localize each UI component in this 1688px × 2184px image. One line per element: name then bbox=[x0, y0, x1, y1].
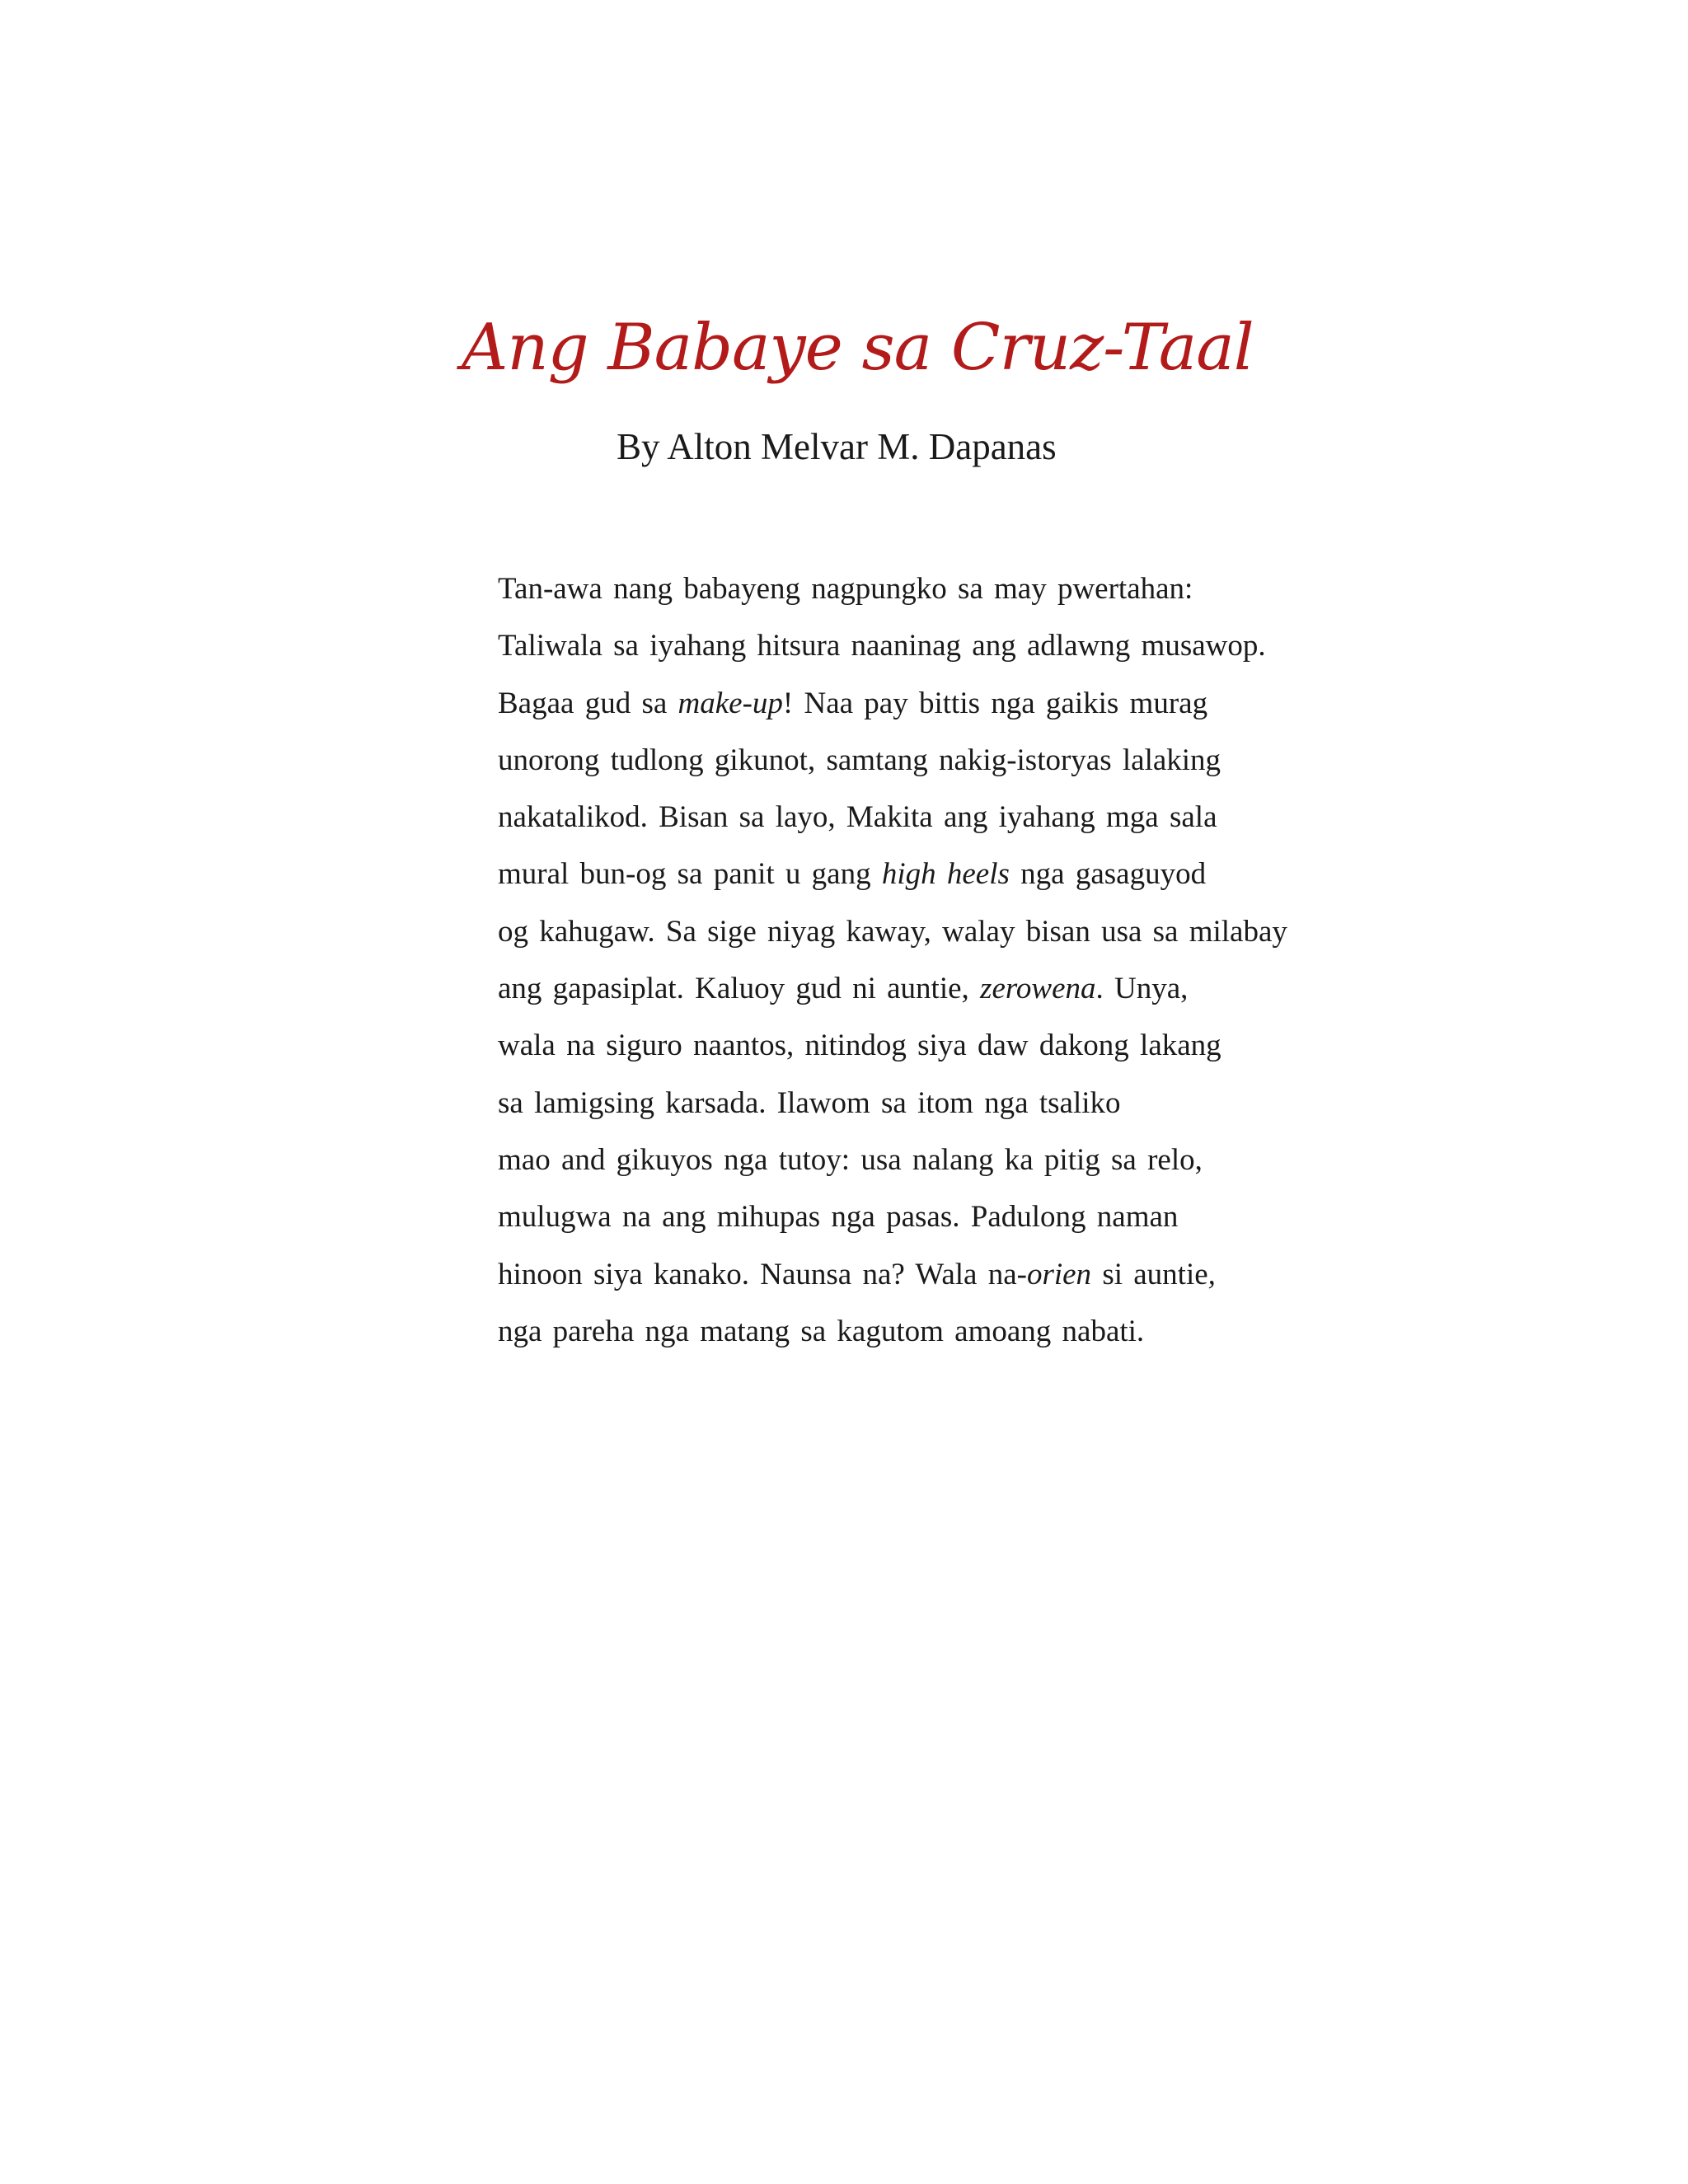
line-text: ang gapasiplat. Kaluoy gud ni auntie, bbox=[498, 972, 981, 1006]
poem-line bbox=[498, 1132, 1287, 1188]
poem-line bbox=[498, 903, 1287, 960]
line-text: ! Naa pay bittis nga gaikis murag bbox=[782, 686, 1208, 720]
line-text: nga pareha nga matang sa kagutom amoang nabati. bbox=[498, 1314, 1145, 1348]
poem-line bbox=[498, 1017, 1287, 1074]
line-text: mural bun-og sa panit u gang bbox=[498, 857, 882, 892]
line-text: Bagaa gud sa bbox=[498, 686, 678, 720]
italic-text: make-up bbox=[678, 686, 783, 720]
poem-line bbox=[498, 675, 1287, 732]
line-text: hinoon siya kanako. Naunsa na? Wala na- bbox=[498, 1257, 1027, 1291]
poem-line bbox=[498, 960, 1287, 1017]
poem-title: Ang Babaye sa Cruz-Taal bbox=[462, 311, 1254, 385]
italic-text: orien bbox=[1026, 1257, 1092, 1291]
line-text: si auntie bbox=[1091, 1257, 1208, 1291]
poem-line bbox=[498, 560, 1287, 617]
poem-line bbox=[498, 732, 1287, 789]
poem-line bbox=[498, 846, 1287, 902]
line-text: mao and gikuyos nga tutoy: usa nalang ka pitig sa relo, bbox=[498, 1142, 1203, 1177]
author-byline: By Alton Melvar M. Dapanas bbox=[617, 426, 1057, 467]
italic-text: zerowena bbox=[980, 972, 1096, 1006]
line-text: nga gasaguyod bbox=[1009, 857, 1207, 892]
line-text: wala na siguro naantos, nitindog siya daw dakong lakang bbox=[498, 1029, 1221, 1063]
line-text: mulugwa na ang mihupas nga pasas. Padulong naman bbox=[498, 1200, 1179, 1235]
line-text: og kahugaw. Sa sige niyag kaway, walay bisan usa sa milabay bbox=[498, 914, 1287, 949]
line-text: Tan-awa nang babayeng nagpungko sa may pwertahan: bbox=[498, 572, 1193, 606]
line-text: Taliwala sa iyahang hitsura naaninag ang adlawng musawop. bbox=[498, 629, 1266, 663]
line-text: unorong tudlong gikunot, samtang nakig-istoryas lalaking bbox=[498, 743, 1221, 777]
poem-line bbox=[498, 789, 1287, 846]
poem-line bbox=[498, 617, 1287, 674]
italic-text: , bbox=[1207, 1257, 1216, 1291]
line-text: sa lamigsing karsada. Ilawom sa itom nga tsaliko bbox=[498, 1085, 1121, 1120]
line-text: . Unya, bbox=[1095, 972, 1189, 1006]
poem-line bbox=[498, 1075, 1287, 1132]
line-text: nakatalikod. Bisan sa layo, Makita ang iyahang mga sala bbox=[498, 800, 1217, 835]
poem-line bbox=[498, 1188, 1287, 1245]
poem-line bbox=[498, 1246, 1287, 1303]
italic-text: high heels bbox=[881, 857, 1010, 892]
poem-line bbox=[498, 1303, 1287, 1360]
poem-body bbox=[498, 560, 1287, 1360]
